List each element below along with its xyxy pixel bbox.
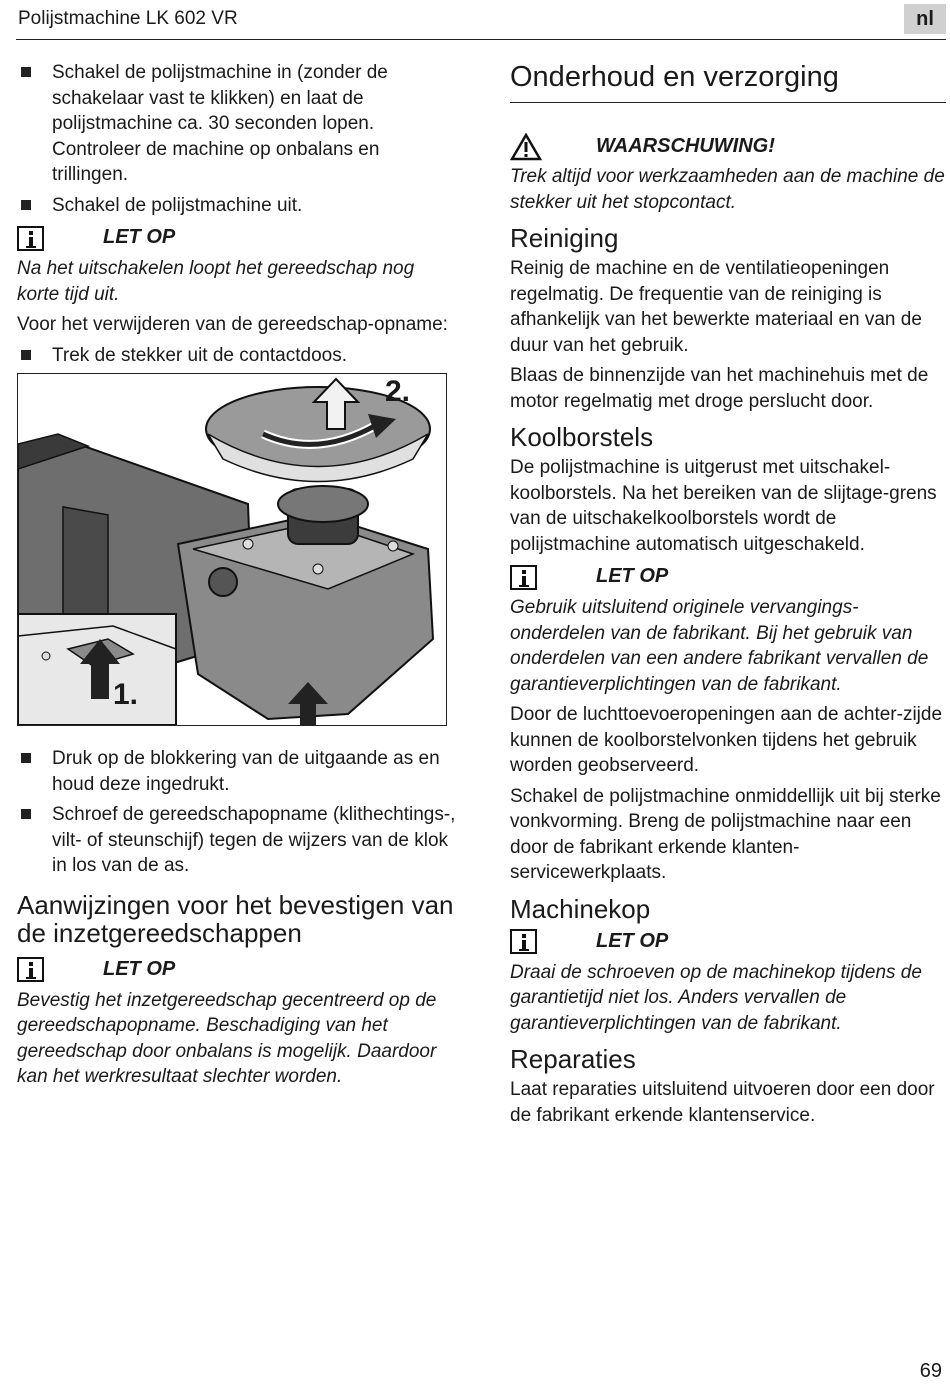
warning-icon [510, 133, 542, 161]
figure-label-1: 1. [113, 678, 139, 711]
note-text: Gebruik uitsluitend originele vervangings-onderdelen van de fabrikant. Bij het gebruik van onderdelen van een andere fabrikant vervallen de garantieverplichtingen van de fabrikant. [510, 597, 929, 695]
note-header [17, 955, 457, 985]
bullet-item: Trek de stekker uit de contactdoos. [17, 343, 457, 369]
note-header [17, 223, 457, 253]
chapter-heading: Onderhoud en verzorging [510, 60, 946, 103]
bullet-item: Schakel de polijstmachine in (zonder de schakelaar vast te klikken) en laat de polijstmachine ca. 30 seconden lopen. Controleer de machine op onbalans en trillingen. [17, 60, 457, 188]
warning-header [510, 133, 946, 161]
info-icon [17, 226, 44, 251]
paragraph: Reinig de machine en de ventilatieopeningen regelmatig. De frequentie van de reiniging is afhankelijk van het bewerkte materiaal en van de duur van het gebruik. [510, 258, 922, 356]
note-title: LET OP [103, 957, 176, 980]
note-header [510, 927, 946, 957]
section-heading: Koolborstels [510, 422, 654, 452]
warning-title: WAARSCHUWING! [596, 135, 775, 158]
note-title: LET OP [103, 226, 176, 249]
running-header: Polijstmachine LK 602 VR [18, 8, 238, 29]
figure-tool-removal [17, 373, 447, 726]
note-text: Na het uitschakelen loopt het gereedschap nog korte tijd uit. [17, 258, 415, 305]
note-header [510, 562, 946, 592]
section-heading: Machinekop [510, 893, 651, 924]
paragraph: Laat reparaties uitsluitend uitvoeren door een door de fabrikant erkende klantenservice. [510, 1079, 935, 1126]
bullet-item: Schakel de polijstmachine uit. [17, 193, 457, 219]
info-icon [17, 957, 44, 982]
note-text: Draai de schroeven op de machinekop tijdens de garantietijd niet los. Anders vervallen de garantieverplichtingen van de fabrikant. [510, 961, 922, 1034]
note-text: Bevestig het inzetgereedschap gecentreerd op de gereedschapopname. Beschadiging van het gereedschap door onbalans is mogelijk. Daardoor kan het werkresultaat slechter worden. [17, 989, 437, 1087]
left-column [17, 60, 457, 1095]
note-title: LET OP [596, 929, 669, 952]
paragraph: Blaas de binnenzijde van het machinehuis met de motor regelmatig met droge perslucht door. [510, 365, 929, 412]
page-number: 69 [919, 1360, 942, 1382]
info-icon [510, 565, 537, 590]
right-column [510, 60, 946, 1133]
paragraph: Schakel de polijstmachine onmiddellijk uit bij sterke vonkvorming. Breng de polijstmachine naar een door de fabrikant erkende klanten-servicewerkplaats. [510, 785, 941, 883]
section-heading: Reparaties [510, 1044, 636, 1074]
warning-text: Trek altijd voor werkzaamheden aan de machine de stekker uit het stopcontact. [510, 166, 945, 213]
bullet-item: Schroef de gereedschapopname (klithechtings-, vilt- of steunschijf) tegen de wijzers van de klok in los van de as. [17, 802, 457, 879]
polisher-illustration [18, 374, 446, 725]
paragraph: De polijstmachine is uitgerust met uitschakel-koolborstels. Na het bereiken van de slijtage-grens van de uitschakelkoolborstels wordt de polijstmachine automatisch uitgeschakeld. [510, 457, 937, 555]
section-heading: Reiniging [510, 223, 619, 253]
section-heading: Aanwijzingen voor het bevestigen van de inzetgereedschappen [17, 889, 454, 948]
paragraph: Door de luchttoevoeropeningen aan de achter-zijde kunnen de koolborstelvonken tijdens het gebruik worden geobserveerd. [510, 704, 943, 776]
language-badge: nl [904, 4, 946, 34]
figure-label-2: 2. [385, 375, 411, 408]
note-title: LET OP [596, 565, 669, 588]
header-rule [16, 39, 946, 40]
paragraph: Voor het verwijderen van de gereedschap-opname: [17, 314, 448, 335]
info-icon [510, 929, 537, 954]
bullet-item: Druk op de blokkering van de uitgaande as en houd deze ingedrukt. [17, 746, 457, 797]
